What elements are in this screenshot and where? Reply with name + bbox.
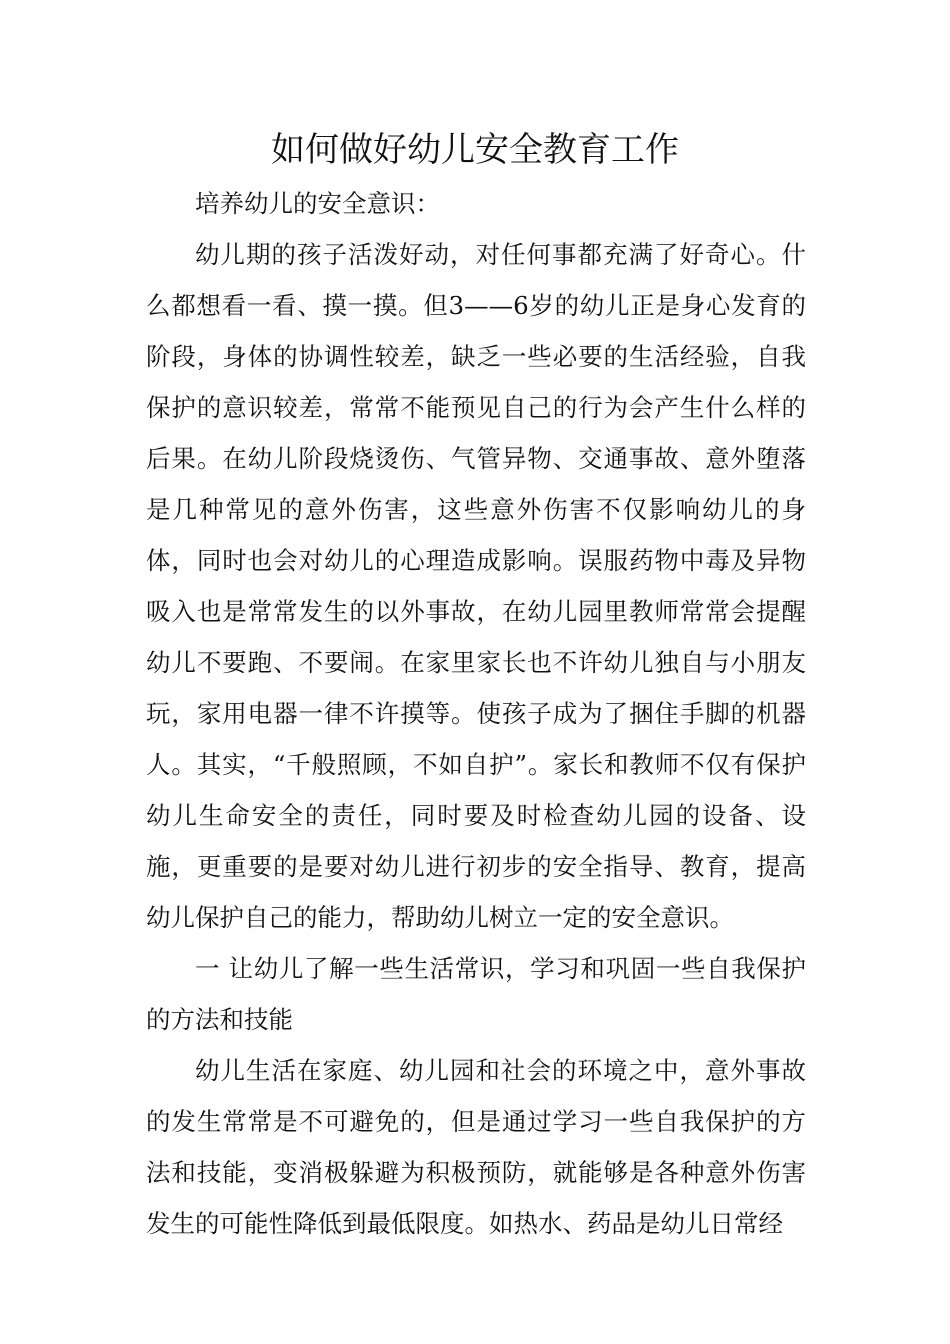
document-body — [146, 178, 806, 1249]
section-heading: 培养幼儿的安全意识： — [195, 189, 440, 218]
subsection-heading: 一 让幼儿了解一些生活常识，学习和巩固一些自我保护的方法和技能 — [146, 954, 806, 1034]
body-paragraph: 幼儿期的孩子活泼好动，对任何事都充满了好奇心。什么都想看一看、摸一摸。但3——6岁的幼儿正是身心发育的阶段，身体的协调性较差，缺乏一些必要的生活经验，自我保护的意识较差，常常不能预见自己的行为会产生什么样的后果。在幼儿阶段烧烫伤、气管异物、交通事故、意外堕落是几种常见的意外伤害，这些意外伤害不仅影响幼儿的身体，同时也会对幼儿的心理造成影响。误服药物中毒及异物吸入也是常常发生的以外事故，在幼儿园里教师常常会提醒幼儿不要跑、不要闹。在家里家长也不许幼儿独自与小朋友玩，家用电器一律不许摸等。使孩子成为了捆住手脚的机器人。其实，“千般照顾，不如自护”。家长和教师不仅有保护幼儿生命安全的责任，同时要及时检查幼儿园的设备、设施，更重要的是要对幼儿进行初步的安全指导、教育，提高幼儿保护自己的能力，帮助幼儿树立一定的安全意识。 — [146, 240, 806, 932]
body-paragraph: 幼儿生活在家庭、幼儿园和社会的环境之中，意外事故的发生常常是不可避免的，但是通过学习一些自我保护的方法和技能，变消极躲避为积极预防，就能够是各种意外伤害发生的可能性降低到最低限度。如热水、药品是幼儿日常经 — [146, 1056, 806, 1238]
document-title: 如何做好幼儿安全教育工作 — [271, 130, 679, 170]
